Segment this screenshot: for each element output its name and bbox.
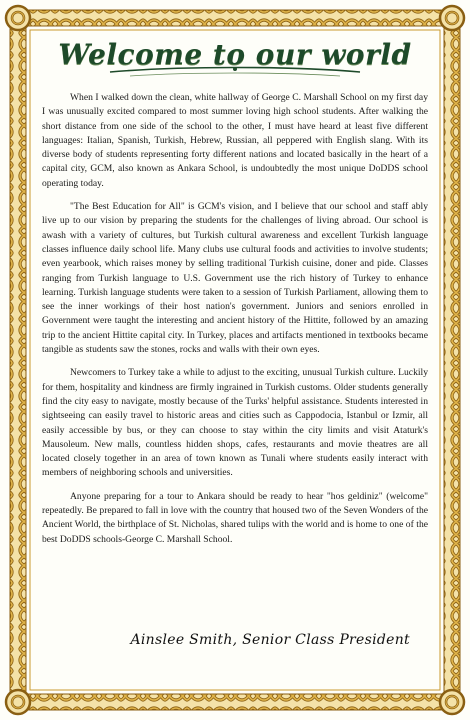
- border-bottom: [22, 694, 448, 710]
- paragraph-2: "The Best Education for All" is GCM's vision, and I believe that our school and staff ably live up to our vision by preparing the students for the challenges of living abroad. Our school is awash with a variety of cultures, but Turkish cultural awareness and excellent Turkish language classes influence daily school life. Many clubs use cultural foods and activities to involve students; even yearbook, which raises money by selling traditional Turkish cuisine, doner and pide. Classes ranging from Turkish language to U.S. Government use the rich history of Turkey to enhance learning. Turkish language students were taken to a session of Turkish Parliament, allowing them to see the inner workings of their host nation's government. Juniors and seniors enrolled in Government were taught the interesting and ancient history of the Hittite, followed by an amazing trip to the ancient Hittite capital city. In Turkey, places and artifacts mentioned in textbooks became tangible as students saw the stones, rocks and walls with their own eyes.: [42, 201, 428, 356]
- article-body: [38, 91, 432, 547]
- border-top: [22, 10, 448, 26]
- page-title: Welcome to our world: [58, 38, 412, 71]
- corner-knot-top-right: [440, 6, 464, 30]
- corner-knot-top-left: [6, 6, 30, 30]
- author-signature: Ainslee Smith, Senior Class President: [130, 632, 410, 648]
- paragraph-3: Newcomers to Turkey take a while to adjust to the exciting, unusual Turkish culture. Luckily for them, hospitality and kindness are firmly ingrained in Turkish customs. Older students generally find the city easy to navigate, mostly because of the Turks' helpful assistance. Students interested in sightseeing can easily travel to historic areas and cities such as Cappodocia, Istanbul or Izmir, all easily accessible by bus, or they can choose to stay within the city limits and visit Ataturk's Mausoleum. New malls, countless hidden shops, cafes, restaurants and movie theatres are all located closely together in an area of town known as Tunali where students easily interact with members of neighboring schools and universities.: [42, 367, 428, 479]
- content-area: [38, 30, 432, 690]
- paragraph-1: When I walked down the clean, white hallway of George C. Marshall School on my first day I was unusually excited compared to most summer loving high school students. After walking the short distance from one side of the school to the other, I must have heard at least five different languages: Italian, Spanish, Turkish, Hebrew, Russian, all peppered with English slang. With its diverse body of students representing forty different nations and located basically in the heart of a capital city, GCM, also known as Ankara School, is undoubtedly the most unique DoDDS school operating today.: [42, 92, 428, 189]
- paragraph-4: Anyone preparing for a tour to Ankara should be ready to hear "hos geldiniz" (welcome" repeatedly. Be prepared to fall in love with the country that housed two of the Seven Wonders of the Ancient World, the birthplace of St. Nicholas, shared tulips with the world and is home to one of the best DoDDS schools-George C. Marshall School.: [42, 490, 428, 545]
- border-left: [10, 22, 26, 698]
- title-spacer: [110, 73, 360, 81]
- border-right: [444, 22, 460, 698]
- corner-knot-bottom-right: [440, 690, 464, 714]
- corner-knot-bottom-left: [6, 690, 30, 714]
